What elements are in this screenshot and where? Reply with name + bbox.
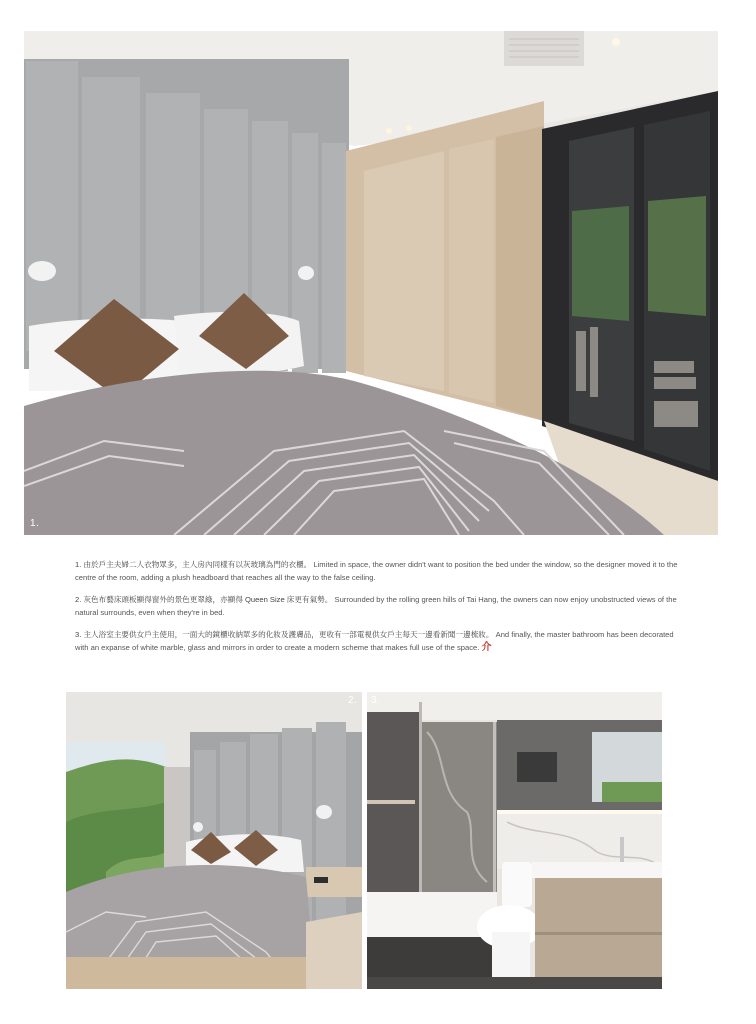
caption-2-en: Surrounded by the rolling green hills of Tai Hang, the owners can now enjoy unobstructed views of the natural surrounds, even when they're in bed. <box>75 595 677 617</box>
caption-1-zh: 1. 由於戶主夫婦二人衣物眾多，主人房內同樣有以灰玻璃為門的衣櫃。 <box>75 560 312 569</box>
photo-number-1: 1. <box>30 518 40 529</box>
photo-main-bedroom <box>24 31 718 535</box>
photo-bedroom-window <box>66 692 362 989</box>
caption-3-en: And finally, the master bathroom has been decorated with an expanse of white marble, glass and mirrors in order to create a modern scheme that makes full use of the space. <box>75 630 674 652</box>
caption-2 <box>75 593 683 619</box>
bedroom-window-illustration <box>66 692 362 989</box>
bathroom-illustration <box>367 692 662 989</box>
captions <box>75 558 683 663</box>
end-mark-icon: 介 <box>481 642 492 653</box>
caption-1-en: Limited in space, the owner didn't want to position the bed under the window, so the designer moved it to the centre of the room, adding a plush headboard that reaches all the way to the false ceiling. <box>75 560 678 582</box>
caption-3 <box>75 628 683 654</box>
caption-1 <box>75 558 683 584</box>
photo-bathroom <box>367 692 662 989</box>
caption-2-zh: 2. 灰色布藝床頭板顯得窗外的景色更翠綠，亦顯得 Queen Size 床更有氣勢。 <box>75 595 333 604</box>
main-bedroom-illustration <box>24 31 718 535</box>
photo-number-2: 2. <box>348 695 358 706</box>
caption-3-zh: 3. 主人浴室主要供女戶主使用，一面大的鏡櫃收納眾多的化妝及護膚品，更收有一部電視供女戶主每天一邊看新聞一邊梳妝。 <box>75 630 494 639</box>
photo-number-3: 3. <box>371 695 381 706</box>
